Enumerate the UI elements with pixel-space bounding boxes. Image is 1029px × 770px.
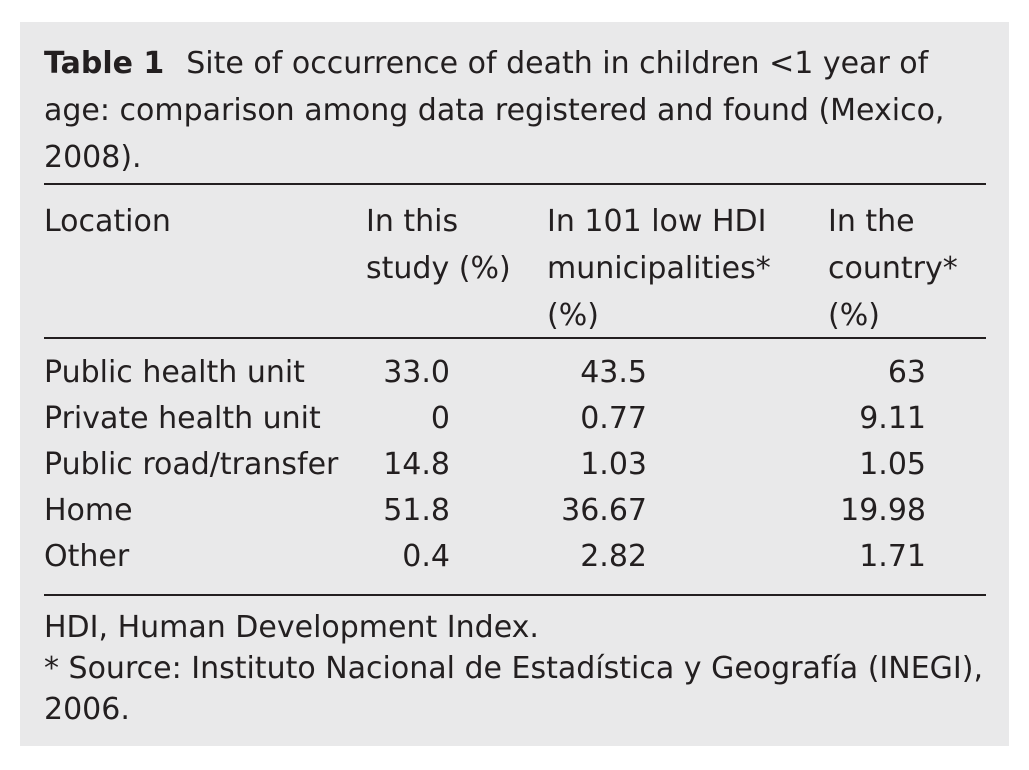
table-row (20, 488, 1009, 534)
table-label: Table 1 (44, 46, 165, 81)
header-low-hdi: In 101 low HDI municipalities* (%) (547, 204, 771, 333)
header-this-study: In this study (%) (366, 204, 511, 286)
low-hdi-cell: 43.5 (580, 355, 647, 390)
low-hdi-cell: 1.03 (580, 447, 647, 482)
footnote-source: * Source: Instituto Nacional de Estadística y Geografía (INEGI), 2006. (44, 651, 984, 727)
country-cell: 9.11 (859, 401, 926, 436)
this-study-cell: 51.8 (383, 493, 450, 528)
table-caption (44, 40, 994, 181)
location-cell: Private health unit (44, 401, 321, 436)
country-cell: 63 (887, 355, 926, 390)
location-cell: Public health unit (44, 355, 305, 390)
this-study-cell: 14.8 (383, 447, 450, 482)
this-study-cell: 0.4 (402, 539, 450, 574)
low-hdi-cell: 0.77 (580, 401, 647, 436)
header-country: In the country* (%) (828, 204, 958, 333)
table-row (20, 396, 1009, 442)
table-row (20, 534, 1009, 580)
this-study-cell: 33.0 (383, 355, 450, 390)
header-location: Location (44, 204, 171, 239)
table-panel (20, 22, 1009, 746)
country-cell: 1.71 (859, 539, 926, 574)
top-rule (44, 183, 986, 185)
location-cell: Other (44, 539, 130, 574)
bottom-rule (44, 594, 986, 596)
header-rule (44, 337, 986, 339)
low-hdi-cell: 2.82 (580, 539, 647, 574)
this-study-cell: 0 (430, 401, 450, 436)
country-cell: 19.98 (840, 493, 926, 528)
table-title: Site of occurrence of death in children <1 year of age: comparison among data registered and found (Mexico, 2008). (44, 46, 945, 175)
location-cell: Home (44, 493, 133, 528)
footnote-abbreviation: HDI, Human Development Index. (44, 610, 539, 645)
location-cell: Public road/transfer (44, 447, 339, 482)
table-row (20, 442, 1009, 488)
low-hdi-cell: 36.67 (561, 493, 647, 528)
country-cell: 1.05 (859, 447, 926, 482)
table-footnotes (44, 607, 994, 730)
table-row (20, 350, 1009, 396)
